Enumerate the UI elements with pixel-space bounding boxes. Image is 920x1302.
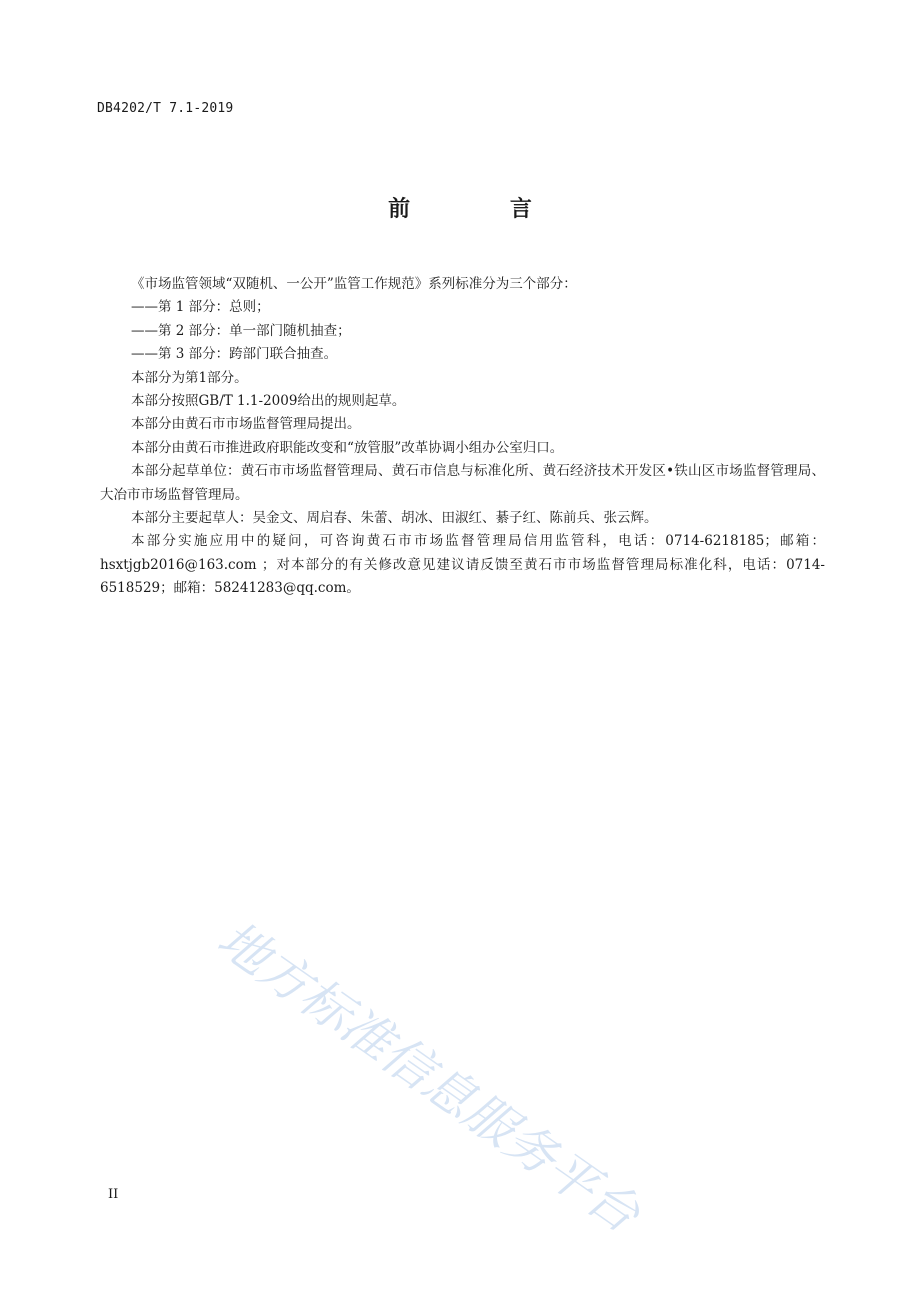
paragraph-this-part: 本部分为第1部分。 — [131, 369, 248, 386]
paragraph-drafters: 本部分主要起草人：吴金文、周启春、朱蕾、胡冰、田淑红、綦子红、陈前兵、张云辉。 — [131, 510, 658, 527]
document-code: DB4202/T 7.1-2019 — [97, 101, 234, 116]
list-item-part-2: ——第 2 部分：单一部门随机抽查； — [131, 322, 351, 339]
paragraph-centralized-by: 本部分由黄石市推进政府职能改变和“放管服”改革协调小组办公室归口。 — [131, 439, 564, 456]
paragraph-drafting-units: 本部分起草单位：黄石市市场监督管理局、黄石市信息与标准化所、黄石经济技术开发区•铁山区市场监督管理局、大冶市市场监督管理局。 — [100, 463, 825, 503]
paragraph-series-intro: 《市场监管领域“双随机、一公开”监管工作规范》系列标准分为三个部分： — [131, 276, 577, 292]
foreword-body — [100, 273, 825, 601]
paragraph-drafting-rules: 本部分按照GB/T 1.1-2009给出的规则起草。 — [131, 393, 406, 410]
paragraph-contact: 本部分实施应用中的疑问，可咨询黄石市市场监督管理局信用监管科，电话：0714-6218185；邮箱：hsxtjgb2016@163.com ；对本部分的有关修改意见建议请反馈至黄石市市场监督管理局标准化科，电话：0714-6518529；邮箱：58241283@qq.com。 — [100, 533, 825, 597]
page-number: II — [108, 1187, 119, 1202]
page-title: 前 言 — [388, 197, 578, 222]
watermark-text: 地方标准信息服务平台 — [207, 909, 650, 1244]
list-item-part-3: ——第 3 部分：跨部门联合抽查。 — [131, 346, 338, 363]
paragraph-proposed-by: 本部分由黄石市市场监督管理局提出。 — [131, 416, 361, 433]
list-item-part-1: ——第 1 部分：总则； — [131, 299, 270, 316]
